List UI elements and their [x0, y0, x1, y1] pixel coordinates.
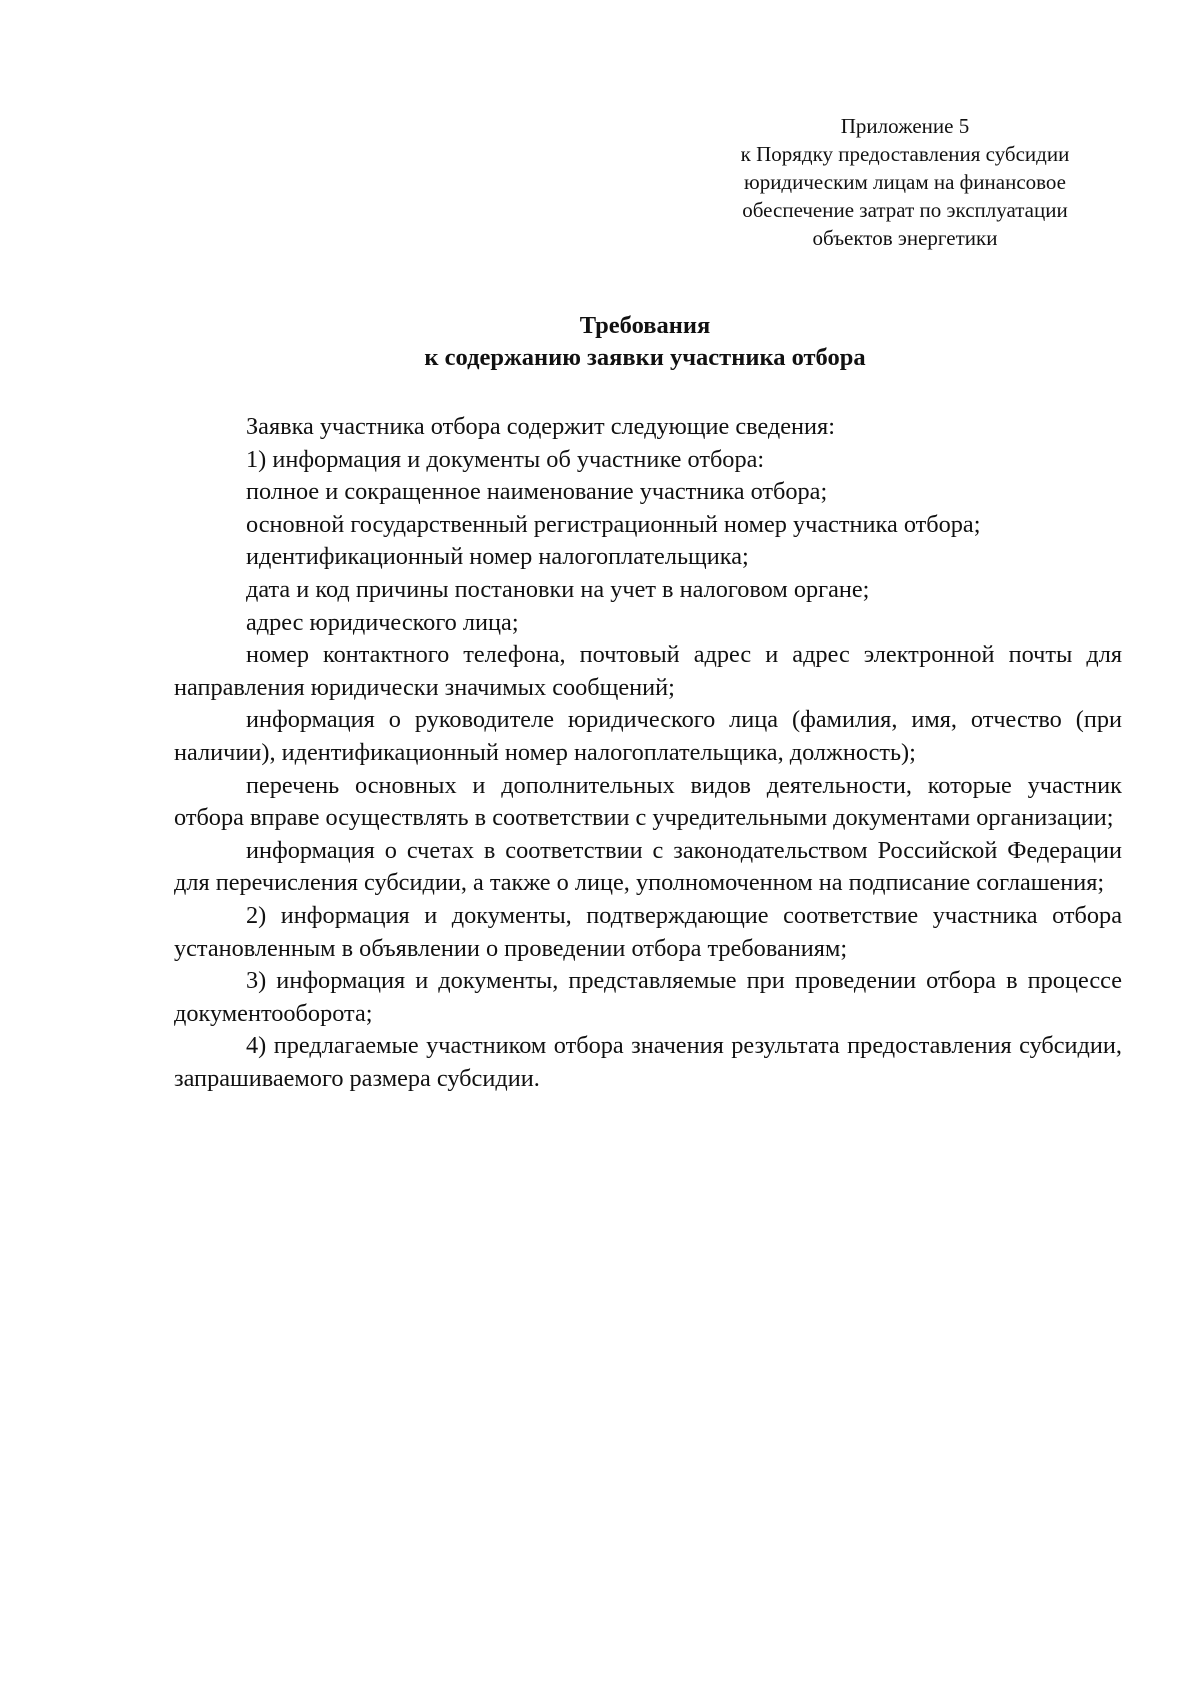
paragraph-kpp: дата и код причины постановки на учет в налоговом органе;: [246, 575, 870, 603]
appendix-line: юридическим лицам на финансовое: [744, 170, 1066, 194]
paragraph-director: информация о руководителе юридического лица (фамилия, имя, отчество (при наличии), идентификационный номер налогоплательщика, должность);: [174, 706, 1122, 766]
appendix-line: Приложение 5: [840, 114, 970, 138]
paragraph-item-3: 3) информация и документы, представляемые при проведении отбора в процессе документооборота;: [174, 967, 1122, 1027]
paragraph-ogrn: основной государственный регистрационный номер участника отбора;: [246, 510, 981, 538]
paragraph-inn: идентификационный номер налогоплательщика;: [246, 543, 749, 571]
paragraph-accounts: информация о счетах в соответствии с законодательством Российской Федерации для перечисления субсидии, а также о лице, уполномоченном на подписание соглашения;: [174, 836, 1122, 897]
paragraph-item-1: 1) информация и документы об участнике отбора:: [246, 445, 765, 473]
title-line-2: к содержанию заявки участника отбора: [424, 344, 866, 371]
paragraph-item-2: 2) информация и документы, подтверждающие соответствие участника отбора установленным в объявлении о проведении отбора требованиям;: [174, 901, 1122, 962]
appendix-line: обеспечение затрат по эксплуатации: [742, 198, 1068, 222]
paragraph-contacts: номер контактного телефона, почтовый адрес и адрес электронной почты для направления юридически значимых сообщений;: [174, 641, 1122, 701]
paragraph-item-4: 4) предлагаемые участником отбора значения результата предоставления субсидии, запрашиваемого размера субсидии.: [174, 1032, 1122, 1092]
title-line-1: Требования: [579, 312, 711, 339]
paragraph-full-name: полное и сокращенное наименование участника отбора;: [246, 478, 828, 506]
paragraph-intro: Заявка участника отбора содержит следующие сведения:: [246, 413, 835, 440]
appendix-line: объектов энергетики: [812, 226, 998, 250]
document-body: [174, 411, 1122, 1095]
appendix-header: [690, 112, 1120, 252]
document-title: [170, 310, 1120, 374]
paragraph-address: адрес юридического лица;: [246, 608, 519, 636]
appendix-line: к Порядку предоставления субсидии: [740, 142, 1070, 166]
paragraph-activities: перечень основных и дополнительных видов деятельности, которые участник отбора вправе осуществлять в соответствии с учредительными документами организации;: [174, 771, 1122, 832]
